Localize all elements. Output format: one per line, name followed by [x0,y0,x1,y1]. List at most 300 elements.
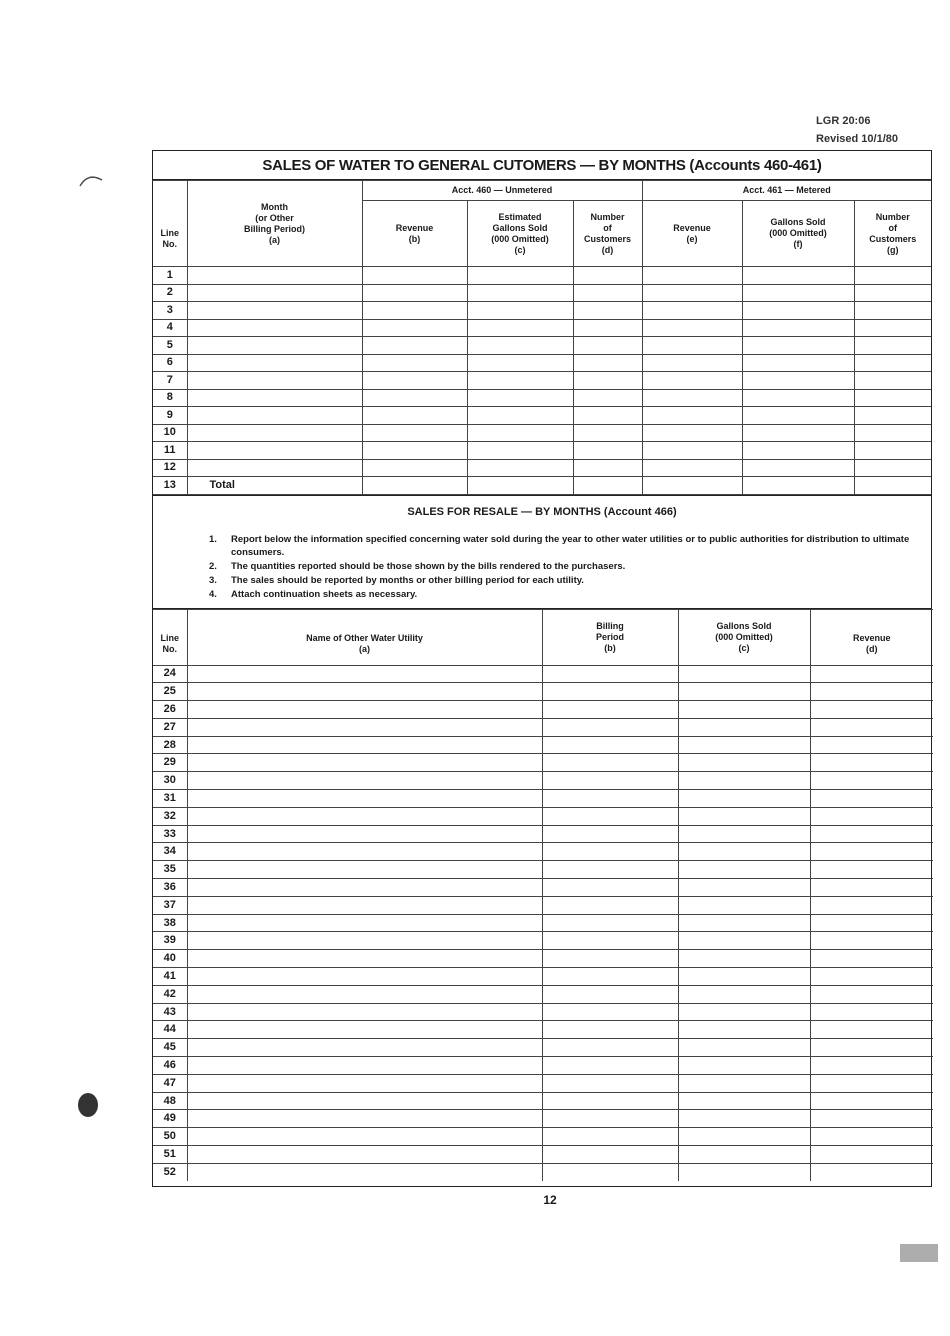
cell-revenue[interactable] [810,985,933,1003]
page-number: 12 [543,1193,557,1207]
cell-revenue[interactable] [810,1110,933,1128]
cell-revenue[interactable] [810,968,933,986]
table-row [153,1057,933,1075]
line-number: 33 [153,825,187,843]
cell-utility-name[interactable] [187,1092,542,1110]
cell-utility-name[interactable] [187,790,542,808]
cell-gallons-sold[interactable] [678,950,810,968]
cell-billing-period[interactable] [542,1057,678,1075]
cell-month[interactable] [187,389,362,407]
cell-utility-name[interactable] [187,914,542,932]
table-row [153,736,933,754]
line-number: 41 [153,968,187,986]
instruction-number: 1. [209,533,217,545]
line-number: 7 [153,372,187,390]
cell-gallons-sold[interactable] [678,1163,810,1180]
cell-revenue-e[interactable] [642,319,742,337]
cell-billing-period[interactable] [542,914,678,932]
cell-revenue[interactable] [810,950,933,968]
cell-customers-g[interactable] [854,459,931,477]
cell-billing-period[interactable] [542,1003,678,1021]
cell-customers-g[interactable] [854,354,931,372]
cell-billing-period[interactable] [542,879,678,897]
cell-customers-g[interactable] [854,267,931,285]
cell-revenue[interactable] [810,932,933,950]
cell-billing-period[interactable] [542,1146,678,1164]
line-number: 45 [153,1039,187,1057]
cell-revenue[interactable] [810,1128,933,1146]
cell-revenue-e[interactable] [642,354,742,372]
resale-table [153,609,933,1181]
cell-gallons-sold[interactable] [678,825,810,843]
cell-utility-name[interactable] [187,1021,542,1039]
line-number: 32 [153,807,187,825]
cell-gallons-sold[interactable] [678,1057,810,1075]
cell-billing-period[interactable] [542,1128,678,1146]
cell-utility-name[interactable] [187,825,542,843]
cell-customers-g[interactable] [854,302,931,320]
total-customers-d[interactable] [573,477,642,495]
cell-gallons-sold[interactable] [678,701,810,719]
cell-billing-period[interactable] [542,1074,678,1092]
total-revenue-b[interactable] [362,477,467,495]
cell-customers-d[interactable] [573,389,642,407]
cell-gallons-sold[interactable] [678,1110,810,1128]
cell-revenue-e[interactable] [642,267,742,285]
cell-gallons-c[interactable] [467,459,573,477]
cell-gallons-f[interactable] [742,424,854,442]
cell-revenue[interactable] [810,896,933,914]
cell-billing-period[interactable] [542,1163,678,1180]
cell-gallons-sold[interactable] [678,1092,810,1110]
cell-gallons-f[interactable] [742,284,854,302]
cell-month[interactable] [187,337,362,355]
total-label: Total [187,477,362,495]
cell-customers-g[interactable] [854,389,931,407]
instruction-list [201,533,911,601]
cell-utility-name[interactable] [187,807,542,825]
cell-gallons-sold[interactable] [678,772,810,790]
cell-revenue[interactable] [810,772,933,790]
line-number: 52 [153,1163,187,1180]
table-row [153,665,933,683]
line-number: 24 [153,665,187,683]
line-number: 34 [153,843,187,861]
report-form [152,150,932,1187]
resale-instructions [153,495,931,609]
instruction-item [209,560,911,573]
cell-revenue-e[interactable] [642,372,742,390]
cell-gallons-sold[interactable] [678,932,810,950]
cell-month[interactable] [187,459,362,477]
cell-billing-period[interactable] [542,968,678,986]
cell-revenue-b[interactable] [362,372,467,390]
cell-gallons-f[interactable] [742,407,854,425]
ink-blot-icon [76,1090,102,1120]
cell-gallons-sold[interactable] [678,683,810,701]
cell-gallons-sold[interactable] [678,879,810,897]
cell-gallons-sold[interactable] [678,790,810,808]
cell-revenue-e[interactable] [642,389,742,407]
cell-billing-period[interactable] [542,1021,678,1039]
cell-revenue-e[interactable] [642,424,742,442]
line-number: 4 [153,319,187,337]
instruction-number: 4. [209,588,217,600]
cell-gallons-f[interactable] [742,337,854,355]
instruction-text: Attach continuation sheets as necessary. [231,588,418,600]
cell-utility-name[interactable] [187,1110,542,1128]
cell-gallons-f[interactable] [742,459,854,477]
cell-billing-period[interactable] [542,896,678,914]
cell-customers-d[interactable] [573,372,642,390]
cell-revenue[interactable] [810,718,933,736]
total-row [153,477,931,495]
col-header-gallons-sold: Gallons Sold (000 Omitted) (c) [678,609,810,665]
cell-gallons-c[interactable] [467,354,573,372]
table-row [153,442,931,460]
cell-gallons-c[interactable] [467,372,573,390]
cell-utility-name[interactable] [187,683,542,701]
line-number: 40 [153,950,187,968]
cell-billing-period[interactable] [542,985,678,1003]
cell-month[interactable] [187,354,362,372]
cell-gallons-c[interactable] [467,424,573,442]
table-row [153,825,933,843]
cell-utility-name[interactable] [187,1003,542,1021]
cell-revenue[interactable] [810,825,933,843]
table-row [153,1163,933,1180]
cell-revenue[interactable] [810,754,933,772]
line-number: 46 [153,1057,187,1075]
total-gallons-c[interactable] [467,477,573,495]
table-row [153,319,931,337]
cell-customers-g[interactable] [854,284,931,302]
line-number: 49 [153,1110,187,1128]
cell-revenue-b[interactable] [362,407,467,425]
table-row [153,879,933,897]
line-number: 6 [153,354,187,372]
table-row [153,459,931,477]
cell-gallons-f[interactable] [742,442,854,460]
cell-gallons-c[interactable] [467,267,573,285]
cell-utility-name[interactable] [187,1146,542,1164]
cell-gallons-sold[interactable] [678,736,810,754]
table-row [153,1146,933,1164]
cell-revenue[interactable] [810,790,933,808]
cell-month[interactable] [187,319,362,337]
cell-customers-d[interactable] [573,284,642,302]
cell-revenue-b[interactable] [362,267,467,285]
line-number: 2 [153,284,187,302]
col-header-billing-period: Billing Period (b) [542,609,678,665]
cell-customers-g[interactable] [854,424,931,442]
cell-revenue-e[interactable] [642,459,742,477]
cell-billing-period[interactable] [542,1092,678,1110]
cell-revenue-b[interactable] [362,337,467,355]
cell-customers-d[interactable] [573,442,642,460]
total-revenue-e[interactable] [642,477,742,495]
line-number: 50 [153,1128,187,1146]
cell-gallons-sold[interactable] [678,718,810,736]
cell-utility-name[interactable] [187,861,542,879]
total-gallons-f[interactable] [742,477,854,495]
line-number: 38 [153,914,187,932]
cell-billing-period[interactable] [542,843,678,861]
cell-gallons-sold[interactable] [678,968,810,986]
cell-gallons-f[interactable] [742,372,854,390]
cell-gallons-sold[interactable] [678,843,810,861]
cell-revenue-b[interactable] [362,389,467,407]
instruction-text: Report below the information specified concerning water sold during the year to other water utilities or to public authorities for distribution to ultimate consumers. [231,533,910,558]
cell-billing-period[interactable] [542,683,678,701]
cell-billing-period[interactable] [542,932,678,950]
line-number: 35 [153,861,187,879]
line-number: 25 [153,683,187,701]
line-number: 13 [153,477,187,495]
table-row [153,754,933,772]
cell-gallons-sold[interactable] [678,807,810,825]
cell-revenue[interactable] [810,861,933,879]
line-number: 43 [153,1003,187,1021]
table-row [153,1092,933,1110]
line-number: 51 [153,1146,187,1164]
cell-revenue[interactable] [810,1021,933,1039]
table-row [153,843,933,861]
cell-revenue[interactable] [810,1039,933,1057]
cell-revenue-b[interactable] [362,284,467,302]
cell-revenue[interactable] [810,879,933,897]
cell-gallons-f[interactable] [742,389,854,407]
cell-revenue[interactable] [810,701,933,719]
cell-utility-name[interactable] [187,1057,542,1075]
table-row [153,932,933,950]
cell-revenue-b[interactable] [362,424,467,442]
cell-gallons-c[interactable] [467,407,573,425]
col-header-revenue-b: Revenue (b) [362,201,467,267]
cell-revenue[interactable] [810,1057,933,1075]
cell-gallons-sold[interactable] [678,1128,810,1146]
instruction-number: 3. [209,574,217,586]
col-header-month: Month (or Other Billing Period) (a) [187,181,362,267]
cell-revenue[interactable] [810,1163,933,1180]
line-number: 28 [153,736,187,754]
cell-gallons-f[interactable] [742,319,854,337]
col-header-customers-g: Number of Customers (g) [854,201,931,267]
col-header-line: Line No. [153,181,187,267]
cell-gallons-sold[interactable] [678,665,810,683]
revision-date: Revised 10/1/80 [816,133,898,145]
cell-revenue-b[interactable] [362,459,467,477]
cell-utility-name[interactable] [187,1163,542,1180]
table-row [153,790,933,808]
line-number: 26 [153,701,187,719]
cell-customers-g[interactable] [854,337,931,355]
cell-gallons-sold[interactable] [678,985,810,1003]
cell-revenue[interactable] [810,1146,933,1164]
cell-gallons-c[interactable] [467,319,573,337]
cell-month[interactable] [187,424,362,442]
cell-customers-g[interactable] [854,442,931,460]
cell-revenue-e[interactable] [642,302,742,320]
cell-utility-name[interactable] [187,843,542,861]
cell-customers-g[interactable] [854,372,931,390]
cell-utility-name[interactable] [187,1128,542,1146]
cell-customers-d[interactable] [573,267,642,285]
cell-utility-name[interactable] [187,896,542,914]
line-number: 9 [153,407,187,425]
cell-billing-period[interactable] [542,861,678,879]
cell-gallons-sold[interactable] [678,914,810,932]
cell-revenue-e[interactable] [642,407,742,425]
cell-billing-period[interactable] [542,1110,678,1128]
cell-utility-name[interactable] [187,950,542,968]
cell-gallons-sold[interactable] [678,1039,810,1057]
cell-utility-name[interactable] [187,932,542,950]
cell-month[interactable] [187,372,362,390]
cell-gallons-c[interactable] [467,284,573,302]
cell-utility-name[interactable] [187,718,542,736]
cell-customers-d[interactable] [573,337,642,355]
total-customers-g[interactable] [854,477,931,495]
cell-revenue[interactable] [810,1074,933,1092]
col-header-revenue: Revenue (d) [810,609,933,665]
cell-utility-name[interactable] [187,701,542,719]
col-header-customers-d: Number of Customers (d) [573,201,642,267]
table-row [153,267,931,285]
cell-billing-period[interactable] [542,718,678,736]
cell-customers-d[interactable] [573,319,642,337]
cell-gallons-sold[interactable] [678,754,810,772]
table-row [153,968,933,986]
line-number: 42 [153,985,187,1003]
line-number: 29 [153,754,187,772]
cell-billing-period[interactable] [542,790,678,808]
cell-revenue[interactable] [810,914,933,932]
cell-utility-name[interactable] [187,665,542,683]
cell-revenue-b[interactable] [362,302,467,320]
cell-billing-period[interactable] [542,825,678,843]
cell-revenue[interactable] [810,665,933,683]
cell-gallons-sold[interactable] [678,1074,810,1092]
cell-revenue-b[interactable] [362,354,467,372]
cell-billing-period[interactable] [542,701,678,719]
cell-gallons-c[interactable] [467,337,573,355]
cell-revenue[interactable] [810,807,933,825]
col-header-revenue-e: Revenue (e) [642,201,742,267]
cell-gallons-f[interactable] [742,302,854,320]
cell-gallons-c[interactable] [467,302,573,320]
col-header-utility-name: Name of Other Water Utility (a) [187,609,542,665]
cell-gallons-f[interactable] [742,354,854,372]
cell-gallons-c[interactable] [467,442,573,460]
cell-revenue-e[interactable] [642,337,742,355]
table-row [153,1003,933,1021]
line-number: 30 [153,772,187,790]
table-row [153,985,933,1003]
monthly-sales-table [153,180,931,495]
cell-gallons-c[interactable] [467,389,573,407]
cell-billing-period[interactable] [542,807,678,825]
cell-revenue-e[interactable] [642,284,742,302]
cell-month[interactable] [187,442,362,460]
cell-billing-period[interactable] [542,665,678,683]
form-header [816,112,898,148]
line-number: 44 [153,1021,187,1039]
cell-revenue[interactable] [810,1003,933,1021]
cell-month[interactable] [187,267,362,285]
cell-revenue[interactable] [810,736,933,754]
cell-gallons-f[interactable] [742,267,854,285]
cell-utility-name[interactable] [187,772,542,790]
table-row [153,1021,933,1039]
scan-stamp-icon [896,1240,942,1266]
table-row [153,389,931,407]
cell-customers-d[interactable] [573,424,642,442]
cell-utility-name[interactable] [187,968,542,986]
cell-utility-name[interactable] [187,754,542,772]
cell-utility-name[interactable] [187,736,542,754]
cell-month[interactable] [187,284,362,302]
group-header-metered: Acct. 461 — Metered [642,181,931,201]
table-row [153,807,933,825]
cell-billing-period[interactable] [542,950,678,968]
cell-revenue[interactable] [810,683,933,701]
cell-billing-period[interactable] [542,1039,678,1057]
cell-billing-period[interactable] [542,736,678,754]
cell-utility-name[interactable] [187,1039,542,1057]
cell-utility-name[interactable] [187,985,542,1003]
cell-month[interactable] [187,407,362,425]
cell-customers-d[interactable] [573,354,642,372]
table-row [153,772,933,790]
cell-billing-period[interactable] [542,772,678,790]
cell-revenue[interactable] [810,843,933,861]
cell-revenue-e[interactable] [642,442,742,460]
cell-utility-name[interactable] [187,1074,542,1092]
cell-revenue-b[interactable] [362,442,467,460]
line-number: 31 [153,790,187,808]
cell-customers-g[interactable] [854,319,931,337]
table-row [153,1128,933,1146]
table-row [153,718,933,736]
col-header-gallons-f: Gallons Sold (000 Omitted) (f) [742,201,854,267]
instruction-number: 2. [209,560,217,572]
cell-revenue[interactable] [810,1092,933,1110]
cell-billing-period[interactable] [542,754,678,772]
cell-customers-d[interactable] [573,407,642,425]
cell-gallons-sold[interactable] [678,861,810,879]
form-code: LGR 20:06 [816,115,871,127]
table-row [153,914,933,932]
cell-gallons-sold[interactable] [678,1003,810,1021]
cell-customers-g[interactable] [854,407,931,425]
instruction-item [209,533,911,559]
line-number: 12 [153,459,187,477]
line-number: 36 [153,879,187,897]
table-row [153,683,933,701]
group-header-unmetered: Acct. 460 — Unmetered [362,181,642,201]
line-number: 48 [153,1092,187,1110]
cell-gallons-sold[interactable] [678,1021,810,1039]
cell-customers-d[interactable] [573,459,642,477]
cell-utility-name[interactable] [187,879,542,897]
cell-gallons-sold[interactable] [678,1146,810,1164]
table-row [153,1110,933,1128]
cell-month[interactable] [187,302,362,320]
cell-customers-d[interactable] [573,302,642,320]
cell-revenue-b[interactable] [362,319,467,337]
cell-gallons-sold[interactable] [678,896,810,914]
